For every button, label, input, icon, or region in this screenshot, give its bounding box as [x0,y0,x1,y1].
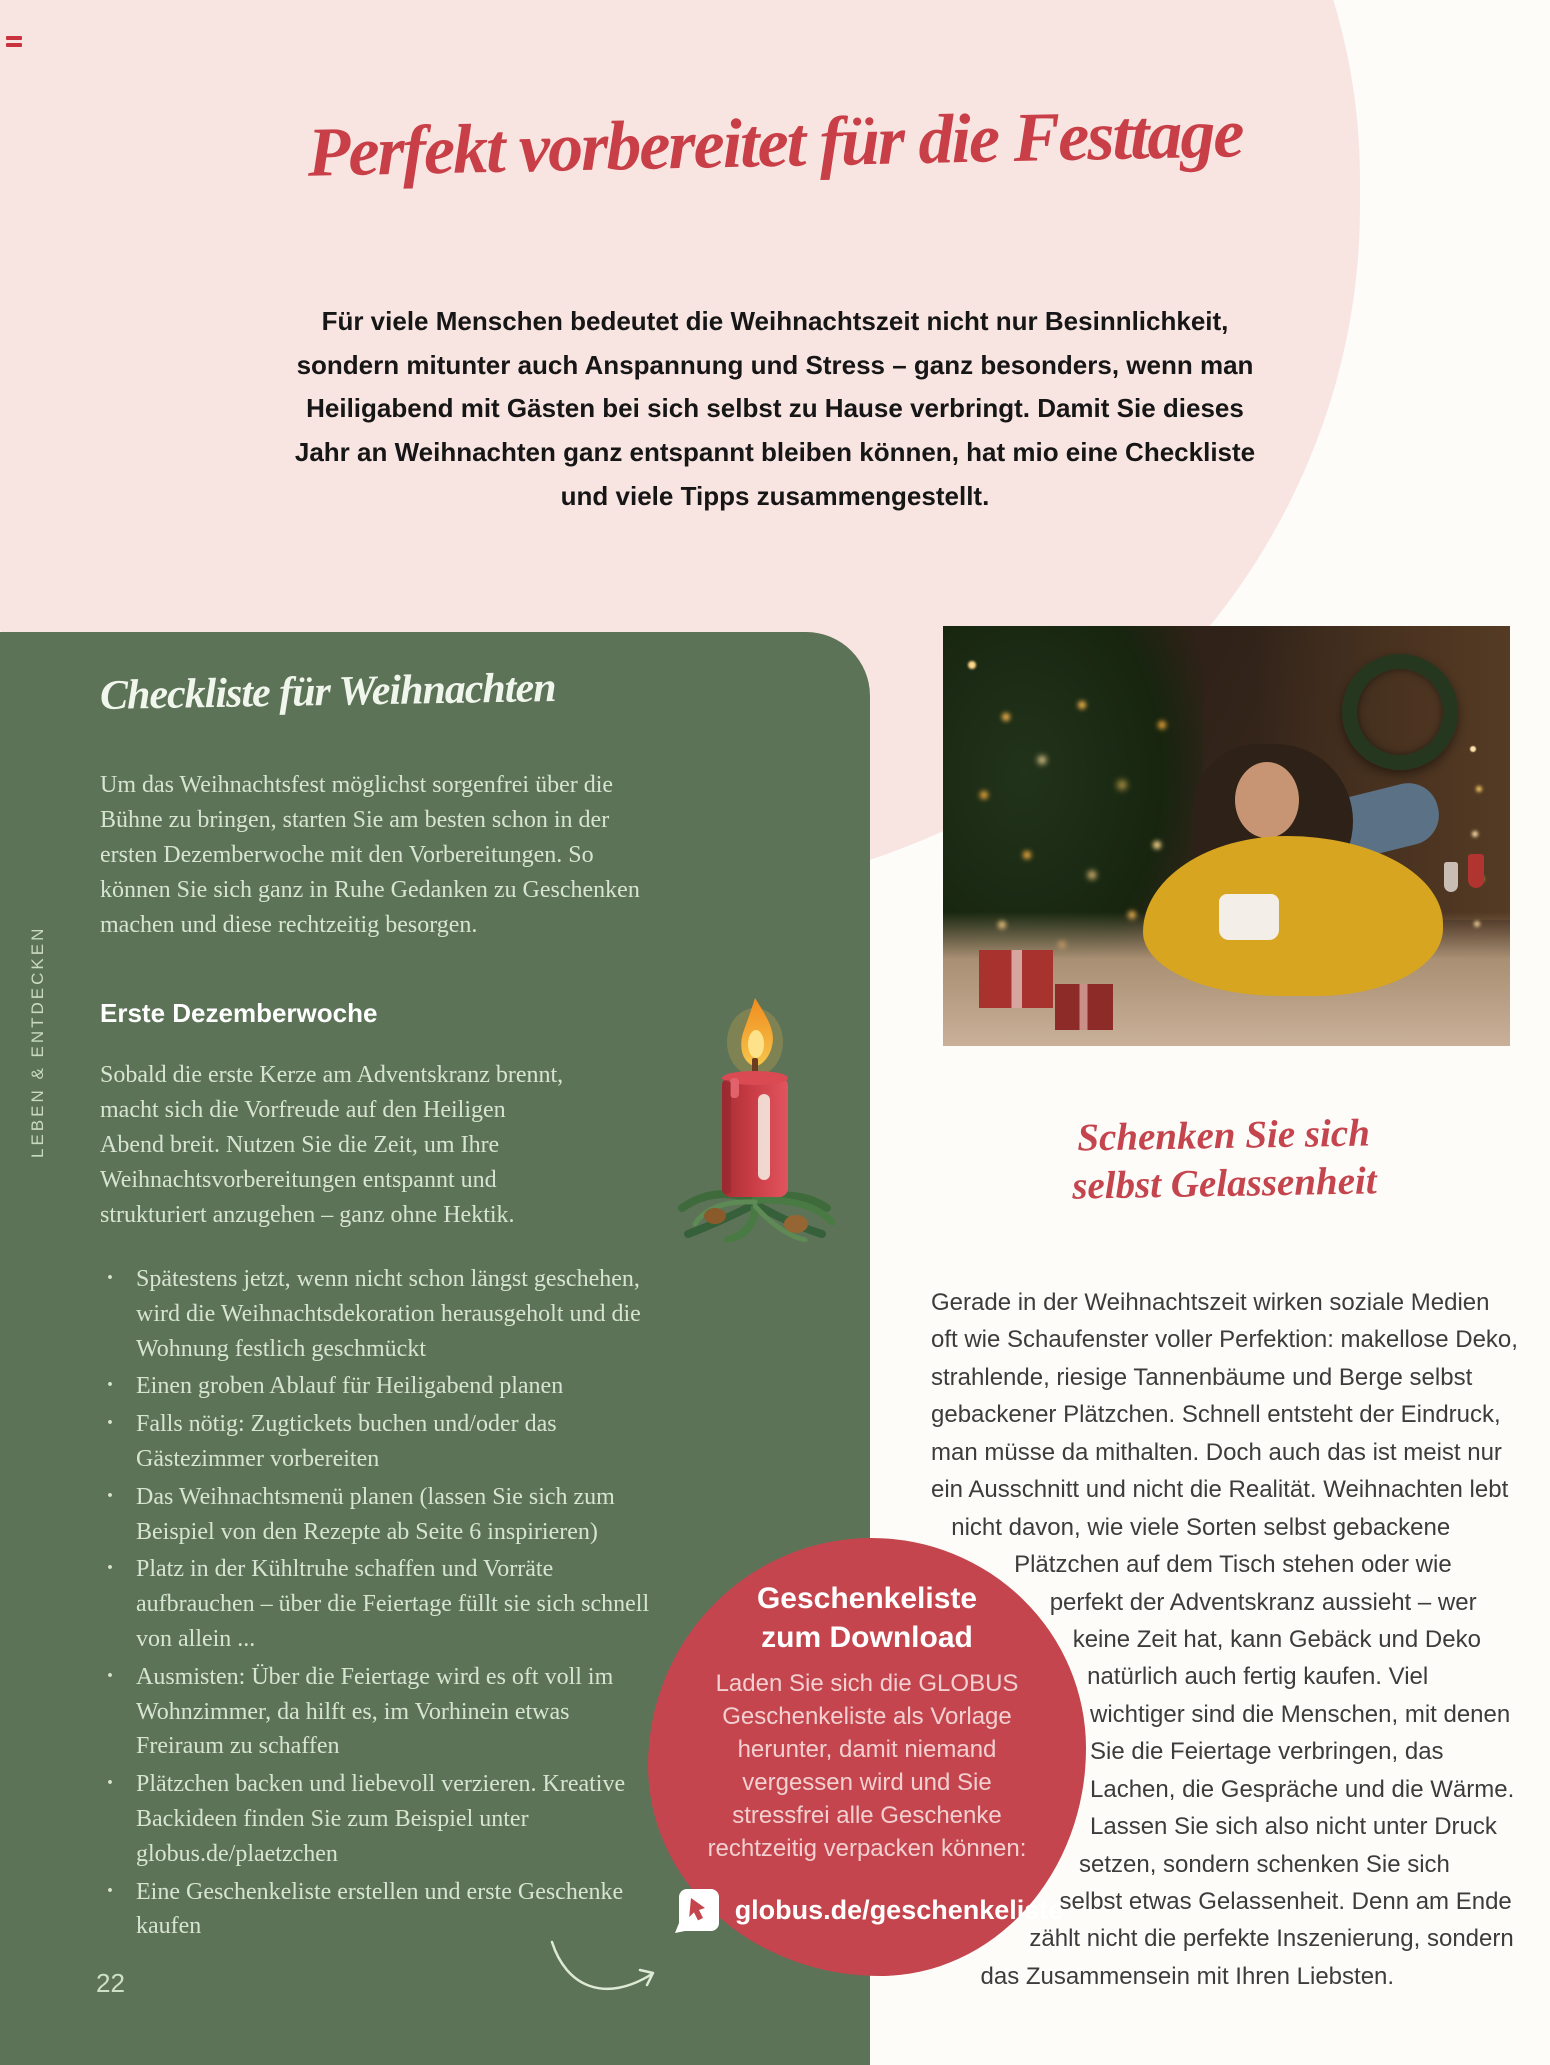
relax-title-line2: selbst Gelassenheit [1071,1158,1377,1208]
checklist-title: Checkliste für Weihnachten [99,665,556,719]
photo-gift-box [979,950,1053,1008]
gift-list-title-line1: Geschenkeliste [756,1581,978,1615]
gift-list-download-circle [648,1538,1086,1976]
checklist-item: · Eine Geschenkeliste erstellen und erste Geschenke kaufen [100,1875,652,1945]
checklist-item: · Ausmisten: Über die Feiertage wird es oft voll im Wohnzimmer, da hilft es, im Vorhinein etwas Freiraum zu schaffen [100,1660,652,1764]
checklist-item: · Falls nötig: Zugtickets buchen und/oder das Gästezimmer vorbereiten [100,1407,652,1477]
photo-stocking [1468,854,1484,888]
photo-woman-face [1235,762,1299,838]
relax-body-text: Gerade in der Weihnachtszeit wirken soziale Medien oft wie Schaufenster voller Perfektion: makellose Deko, strahlende, riesige Tannenbäume und Berge selbst gebackener Plätzchen. Schnell entsteht der Eindruck, man müsse da mithalten. Doch auch das ist meist nur ein Ausschnitt und nicht die Realität. Weihnachten lebt nicht davon, wie viele Sorten selbst gebackene Plätzchen auf dem Tisch stehen oder wie perfekt der Adventskranz aussieht – wer keine Zeit hat, kann Gebäck und Deko natürlich auch fertig kaufen. Viel wichtiger sind die Menschen, mit denen Sie die Feiertage verbringen, das Lachen, die Gespräche und die Wärme. Lassen Sie sich also nicht unter Druck setzen, sondern schenken Sie sich selbst etwas Gelassenheit. Denn am Ende zählt nicht die perfekte Inszenierung, sondern das Zusammensein mit Ihren Liebsten. [931,1289,1518,1990]
photo-wreath [1342,654,1458,770]
candle-illustration-icon [660,982,850,1242]
christmas-photo [943,626,1510,1046]
page-number: 22 [96,1968,125,1998]
corner-trim-bar [6,43,22,47]
gift-list-body: Laden Sie sich die GLOBUS Geschenkeliste als Vorlage herunter, damit niemand vergessen wird und Sie stressfrei alle Geschenke rechtzeitig verpacken können: [707,1669,1027,1863]
swoosh-arrow-icon [548,1930,668,2020]
checklist-subintro: Sobald die erste Kerze am Adventskranz brennt, macht sich die Vorfreude auf den Heiligen Abend breit. Nutzen Sie die Zeit, um Ihre Weihnachtsvorbereitungen entspannt und strukturiert anzugehen – ganz ohne Hektik. [100,1062,564,1229]
checklist-item: · Einen groben Ablauf für Heiligabend planen [100,1369,652,1404]
gift-list-title-line2: zum Download [761,1620,973,1654]
checklist-intro: Um das Weihnachtsfest möglichst sorgenfrei über die Bühne zu bringen, starten Sie am besten schon in der ersten Dezemberwoche mit den Vorbereitungen. So können Sie sich ganz in Ruhe Gedanken zu Geschenken machen und diese rechtzeitig besorgen. [100,772,640,939]
checklist-item: · Plätzchen backen und liebevoll verzieren. Kreative Backideen finden Sie zum Beispiel unter globus.de/plaetzchen [100,1767,652,1871]
corner-trim-bar [6,36,22,40]
swoosh-arrow [548,1930,668,2020]
relax-title [929,1107,1519,1212]
checklist [100,1262,652,1947]
checklist-subheading: Erste Dezemberwoche [100,998,378,1028]
candle-icon [660,982,850,1242]
checklist-item: · Spätestens jetzt, wenn nicht schon längst geschehen, wird die Weihnachtsdekoration herausgeholt und die Wohnung festlich geschmückt [100,1262,652,1366]
photo-tree-lights [968,661,976,669]
photo-gift-box [1055,984,1113,1030]
relax-title-line1: Schenken Sie sich [1076,1111,1371,1160]
checklist-item: · Das Weihnachtsmenü planen (lassen Sie sich zum Beispiel von den Rezepte ab Seite 6 inspirieren) [100,1480,652,1550]
photo-string-lights [1470,746,1476,752]
checklist-item: · Platz in der Kühltruhe schaffen und Vorräte aufbrauchen – über die Feiertage füllt sie sich schnell von allein ... [100,1552,652,1656]
intro-paragraph: Für viele Menschen bedeutet die Weihnachtszeit nicht nur Besinnlichkeit, sondern mitunter auch Anspannung und Stress – ganz besonders, wenn man Heiligabend mit Gästen bei sich selbst zu Hause verbringt. Damit Sie dieses Jahr an Weihnachten ganz entspannt bleiben können, hat mio eine Checkliste und viele Tipps zusammengestellt. [294,306,1256,511]
corner-trim-mark [6,36,22,48]
gift-list-link-row [671,1885,1064,1935]
page-title: Perfekt vorbereitet für die Festtage [306,95,1244,192]
cursor-click-badge-icon [671,1885,721,1935]
gift-list-url: globus.de/geschenkeliste [734,1894,1064,1925]
photo-mug [1219,894,1279,940]
gift-list-title [757,1579,977,1657]
section-label-vertical: LEBEN & ENTDECKEN [28,925,47,1158]
photo-stocking [1444,862,1458,892]
